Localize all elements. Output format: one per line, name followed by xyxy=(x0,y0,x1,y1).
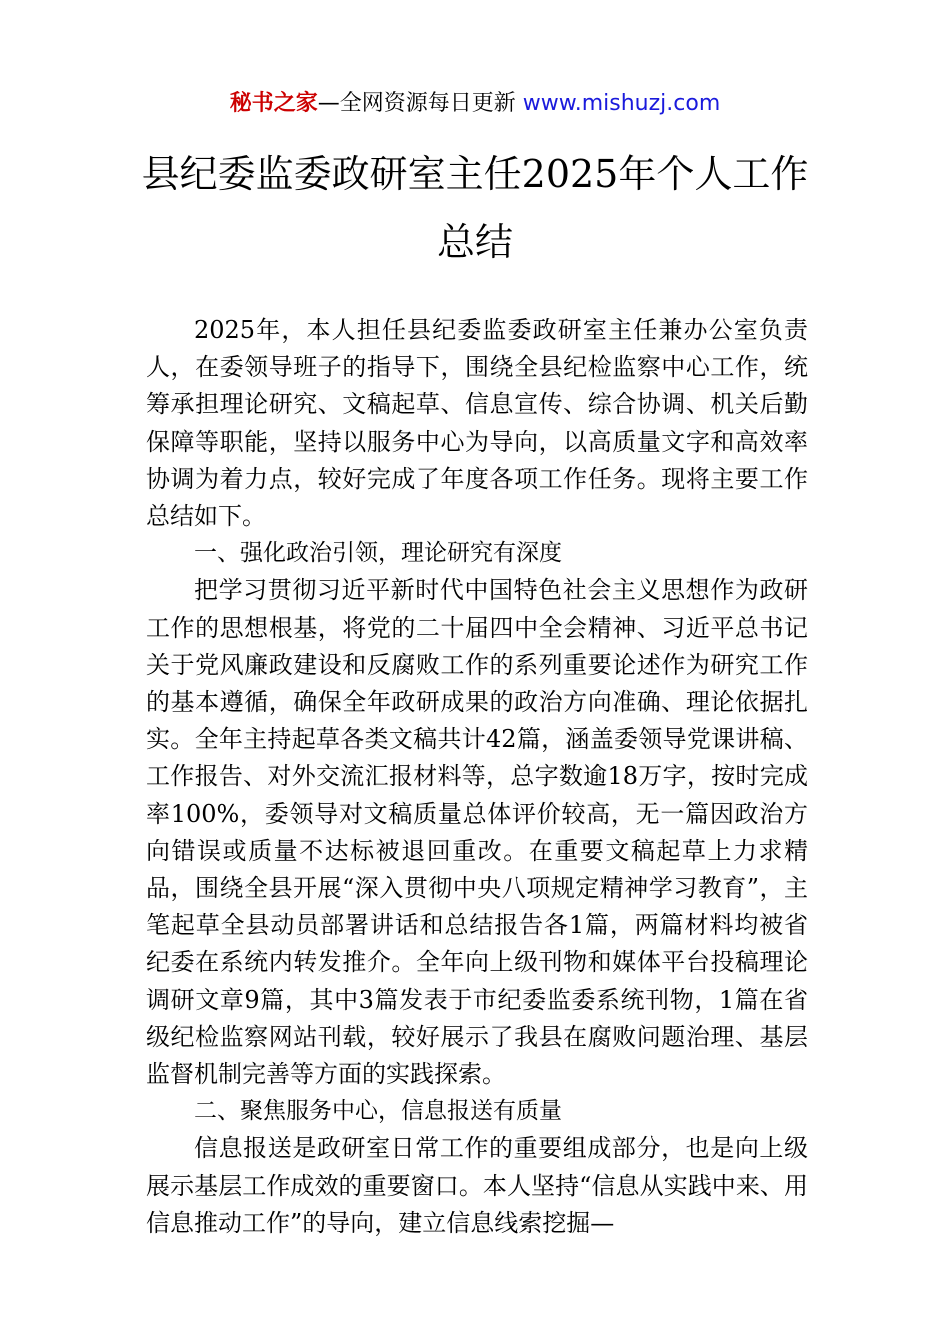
site-url-link[interactable]: www.mishuzj.com xyxy=(522,91,721,116)
section-heading-1: 一、强化政治引领，理论研究有深度 xyxy=(194,540,562,567)
section-2-paragraph: 信息报送是政研室日常工作的重要组成部分，也是向上级展示基层工作成效的重要窗口。本人坚持“信息从实践中来、用信息推动工作”的导向，建立信息线索挖掘— xyxy=(146,1134,808,1237)
section-1-paragraph: 把学习贯彻习近平新时代中国特色社会主义思想作为政研工作的思想根基，将党的二十届四中全会精神、习近平总书记关于党风廉政建设和反腐败工作的系列重要论述作为研究工作的基本遵循，确保全年政研成果的政治方向准确、理论依据扎实。全年主持起草各类文稿共计42篇，涵盖委领导党课讲稿、工作报告、对外交流汇报材料等，总字数逾18万字，按时完成率100%，委领导对文稿质量总体评价较高，无一篇因政治方向错误或质量不达标被退回重改。在重要文稿起草上力求精品，围绕全县开展“深入贯彻中央八项规定精神学习教育”，主笔起草全县动员部署讲话和总结报告各1篇，两篇材料均被省纪委在系统内转发推介。全年向上级刊物和媒体平台投稿理论调研文章9篇，其中3篇发表于市纪委监委系统刊物，1篇在省级纪检监察网站刊载，较好展示了我县在腐败问题治理、基层监督机制完善等方面的实践探索。 xyxy=(146,576,808,1089)
document-body xyxy=(146,312,808,1242)
site-tagline: —全网资源每日更新 xyxy=(317,91,516,116)
intro-paragraph: 2025年，本人担任县纪委监委政研室主任兼办公室负责人，在委领导班子的指导下，围绕全县纪检监察中心工作，统筹承担理论研究、文稿起草、信息宣传、综合协调、机关后勤保障等职能，坚持以服务中心为导向，以高质量文字和高效率协调为着力点，较好完成了年度各项工作任务。现将主要工作总结如下。 xyxy=(146,316,808,531)
site-name: 秘书之家 xyxy=(229,91,318,116)
document-title-line2: 总结 xyxy=(436,220,513,264)
section-heading-2: 二、聚焦服务中心，信息报送有质量 xyxy=(194,1098,562,1125)
site-header xyxy=(0,86,950,122)
document-title-line1: 县纪委监委政研室主任2025年个人工作 xyxy=(141,152,809,196)
